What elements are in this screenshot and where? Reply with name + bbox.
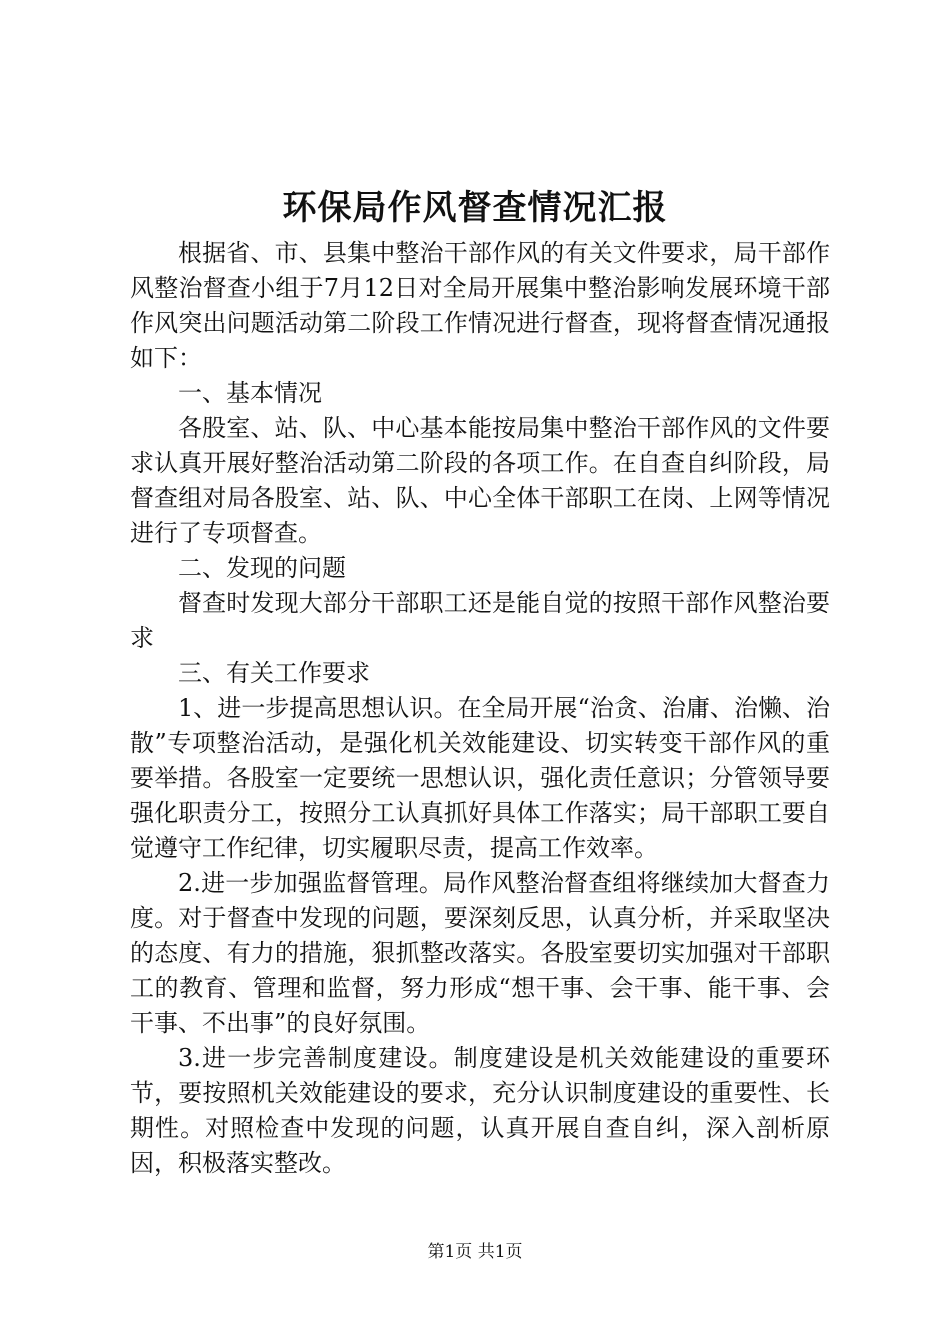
- section-heading-requirements: 三、有关工作要求: [178, 659, 370, 687]
- requirement-1-paragraph: 1、进一步提高思想认识。在全局开展“治贪、治庸、治懒、治散”专项整治活动，是强化机关效能建设、切实转变干部作风的重要举措。各股室一定要统一思想认识，强化责任意识；分管领导要强化职责分工，按照分工认真抓好具体工作落实；局干部职工要自觉遵守工作纪律，切实履职尽责，提高工作效率。: [130, 694, 830, 862]
- page-number-footer: 第1页 共1页: [427, 1242, 523, 1262]
- requirement-3-paragraph: 3.进一步完善制度建设。制度建设是机关效能建设的重要环节，要按照机关效能建设的要求，充分认识制度建设的重要性、长期性。对照检查中发现的问题，认真开展自查自纠，深入剖析原因，积极落实整改。: [130, 1044, 830, 1177]
- document-body: [130, 236, 830, 1181]
- basic-situation-paragraph: 各股室、站、队、中心基本能按局集中整治干部作风的文件要求认真开展好整治活动第二阶段的各项工作。在自查自纠阶段，局督查组对局各股室、站、队、中心全体干部职工在岗、上网等情况进行了专项督查。: [130, 414, 830, 547]
- section-heading-basic: 一、基本情况: [178, 379, 322, 407]
- section-heading-problems: 二、发现的问题: [178, 554, 346, 582]
- requirement-2-paragraph: 2.进一步加强监督管理。局作风整治督查组将继续加大督查力度。对于督查中发现的问题，要深刻反思，认真分析，并采取坚决的态度、有力的措施，狠抓整改落实。各股室要切实加强对干部职工的教育、管理和监督，努力形成“想干事、会干事、能干事、会干事、不出事”的良好氛围。: [130, 869, 830, 1037]
- document-title: 环保局作风督查情况汇报: [282, 188, 668, 228]
- problems-paragraph: 督查时发现大部分干部职工还是能自觉的按照干部作风整治要求: [130, 589, 830, 652]
- intro-paragraph: 根据省、市、县集中整治干部作风的有关文件要求，局干部作风整治督查小组于7月12日对全局开展集中整治影响发展环境干部作风突出问题活动第二阶段工作情况进行督查，现将督查情况通报如下：: [130, 239, 830, 372]
